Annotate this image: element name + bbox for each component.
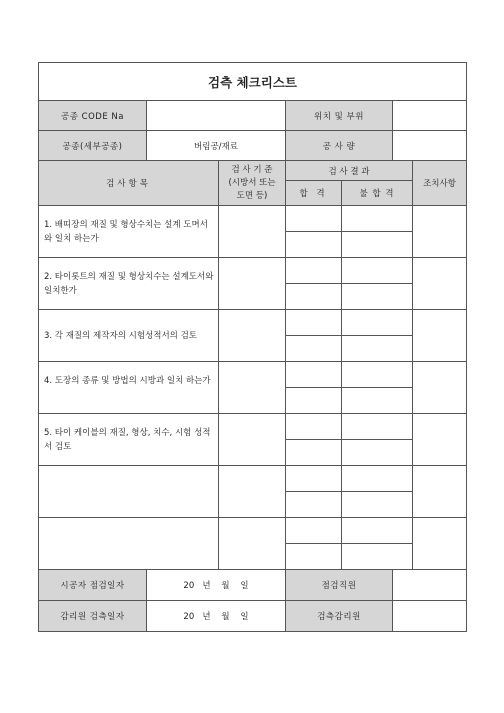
fail-cell-2b[interactable] xyxy=(342,284,413,310)
fail-cell-2a[interactable] xyxy=(342,258,413,284)
pass-cell-5b[interactable] xyxy=(286,440,342,466)
pass-cell-1a[interactable] xyxy=(286,206,342,232)
criteria-header: 검 사 기 준 (시방서 또는 도면 등) xyxy=(219,161,286,206)
action-cell-1[interactable] xyxy=(413,206,467,258)
result-header: 검 사 결 과 xyxy=(286,161,413,181)
code-value[interactable] xyxy=(147,101,286,131)
fail-cell-3a[interactable] xyxy=(342,310,413,336)
fail-cell-7b[interactable] xyxy=(342,544,413,570)
fail-cell-6b[interactable] xyxy=(342,492,413,518)
contractor-date-value[interactable]: 20 년 월 일 xyxy=(147,570,286,601)
contractor-date-label: 시공자 점검일자 xyxy=(39,570,147,601)
checklist-sheet xyxy=(38,62,467,632)
pass-cell-7b[interactable] xyxy=(286,544,342,570)
fail-cell-4b[interactable] xyxy=(342,388,413,414)
supervisor-label: 검측감리원 xyxy=(286,601,393,632)
check-item-2: 2. 타이롯트의 재질 및 형상치수는 설계도서와 일치한가 xyxy=(39,258,219,310)
action-cell-2[interactable] xyxy=(413,258,467,310)
page-title: 검측 체크리스트 xyxy=(39,63,467,101)
fail-cell-7a[interactable] xyxy=(342,518,413,544)
check-item-3: 3. 각 재질의 제작자의 시험성적서의 검토 xyxy=(39,310,219,362)
check-item-6 xyxy=(39,466,219,518)
quantity-label: 공 사 량 xyxy=(286,131,393,161)
pass-cell-3a[interactable] xyxy=(286,310,342,336)
action-cell-5[interactable] xyxy=(413,414,467,466)
pass-cell-6b[interactable] xyxy=(286,492,342,518)
pass-cell-4a[interactable] xyxy=(286,362,342,388)
pass-cell-6a[interactable] xyxy=(286,466,342,492)
pass-header: 합 격 xyxy=(286,181,342,206)
action-cell-3[interactable] xyxy=(413,310,467,362)
criteria-cell-3[interactable] xyxy=(219,310,286,362)
supervisor-date-label: 감리원 검측일자 xyxy=(39,601,147,632)
fail-cell-6a[interactable] xyxy=(342,466,413,492)
pass-cell-5a[interactable] xyxy=(286,414,342,440)
fail-cell-1b[interactable] xyxy=(342,232,413,258)
pass-cell-4b[interactable] xyxy=(286,388,342,414)
location-value[interactable] xyxy=(393,101,467,131)
fail-cell-3b[interactable] xyxy=(342,336,413,362)
pass-cell-1b[interactable] xyxy=(286,232,342,258)
items-header: 검사항목 xyxy=(39,161,219,206)
pass-cell-7a[interactable] xyxy=(286,518,342,544)
fail-cell-5b[interactable] xyxy=(342,440,413,466)
pass-cell-2b[interactable] xyxy=(286,284,342,310)
fail-cell-4a[interactable] xyxy=(342,362,413,388)
fail-header: 불 합 격 xyxy=(342,181,413,206)
check-item-7 xyxy=(39,518,219,570)
inspector-label: 점검직원 xyxy=(286,570,393,601)
fail-cell-5a[interactable] xyxy=(342,414,413,440)
criteria-cell-5[interactable] xyxy=(219,414,286,466)
quantity-value[interactable] xyxy=(393,131,467,161)
criteria-cell-1[interactable] xyxy=(219,206,286,258)
supervisor-date-value[interactable]: 20 년 월 일 xyxy=(147,601,286,632)
action-cell-7[interactable] xyxy=(413,518,467,570)
checklist-table xyxy=(38,62,467,632)
check-item-5: 5. 타이 케이블의 재질, 형상, 치수, 시험 성적서 검토 xyxy=(39,414,219,466)
supervisor-value[interactable] xyxy=(393,601,467,632)
code-label: 공종 CODE Na xyxy=(39,101,147,131)
action-cell-4[interactable] xyxy=(413,362,467,414)
action-header: 조치사항 xyxy=(413,161,467,206)
check-item-4: 4. 도장의 종류 및 방법의 시방과 일치 하는가 xyxy=(39,362,219,414)
pass-cell-2a[interactable] xyxy=(286,258,342,284)
work-type-value[interactable]: 버림공/재료 xyxy=(147,131,286,161)
criteria-cell-6[interactable] xyxy=(219,466,286,518)
check-item-1: 1. 배띠장의 재질 및 형상수치는 설계 도며서와 일치 하는가 xyxy=(39,206,219,258)
fail-cell-1a[interactable] xyxy=(342,206,413,232)
criteria-cell-2[interactable] xyxy=(219,258,286,310)
inspector-value[interactable] xyxy=(393,570,467,601)
action-cell-6[interactable] xyxy=(413,466,467,518)
work-type-label: 공종(세부공종) xyxy=(39,131,147,161)
criteria-cell-4[interactable] xyxy=(219,362,286,414)
location-label: 위치 및 부위 xyxy=(286,101,393,131)
criteria-cell-7[interactable] xyxy=(219,518,286,570)
pass-cell-3b[interactable] xyxy=(286,336,342,362)
